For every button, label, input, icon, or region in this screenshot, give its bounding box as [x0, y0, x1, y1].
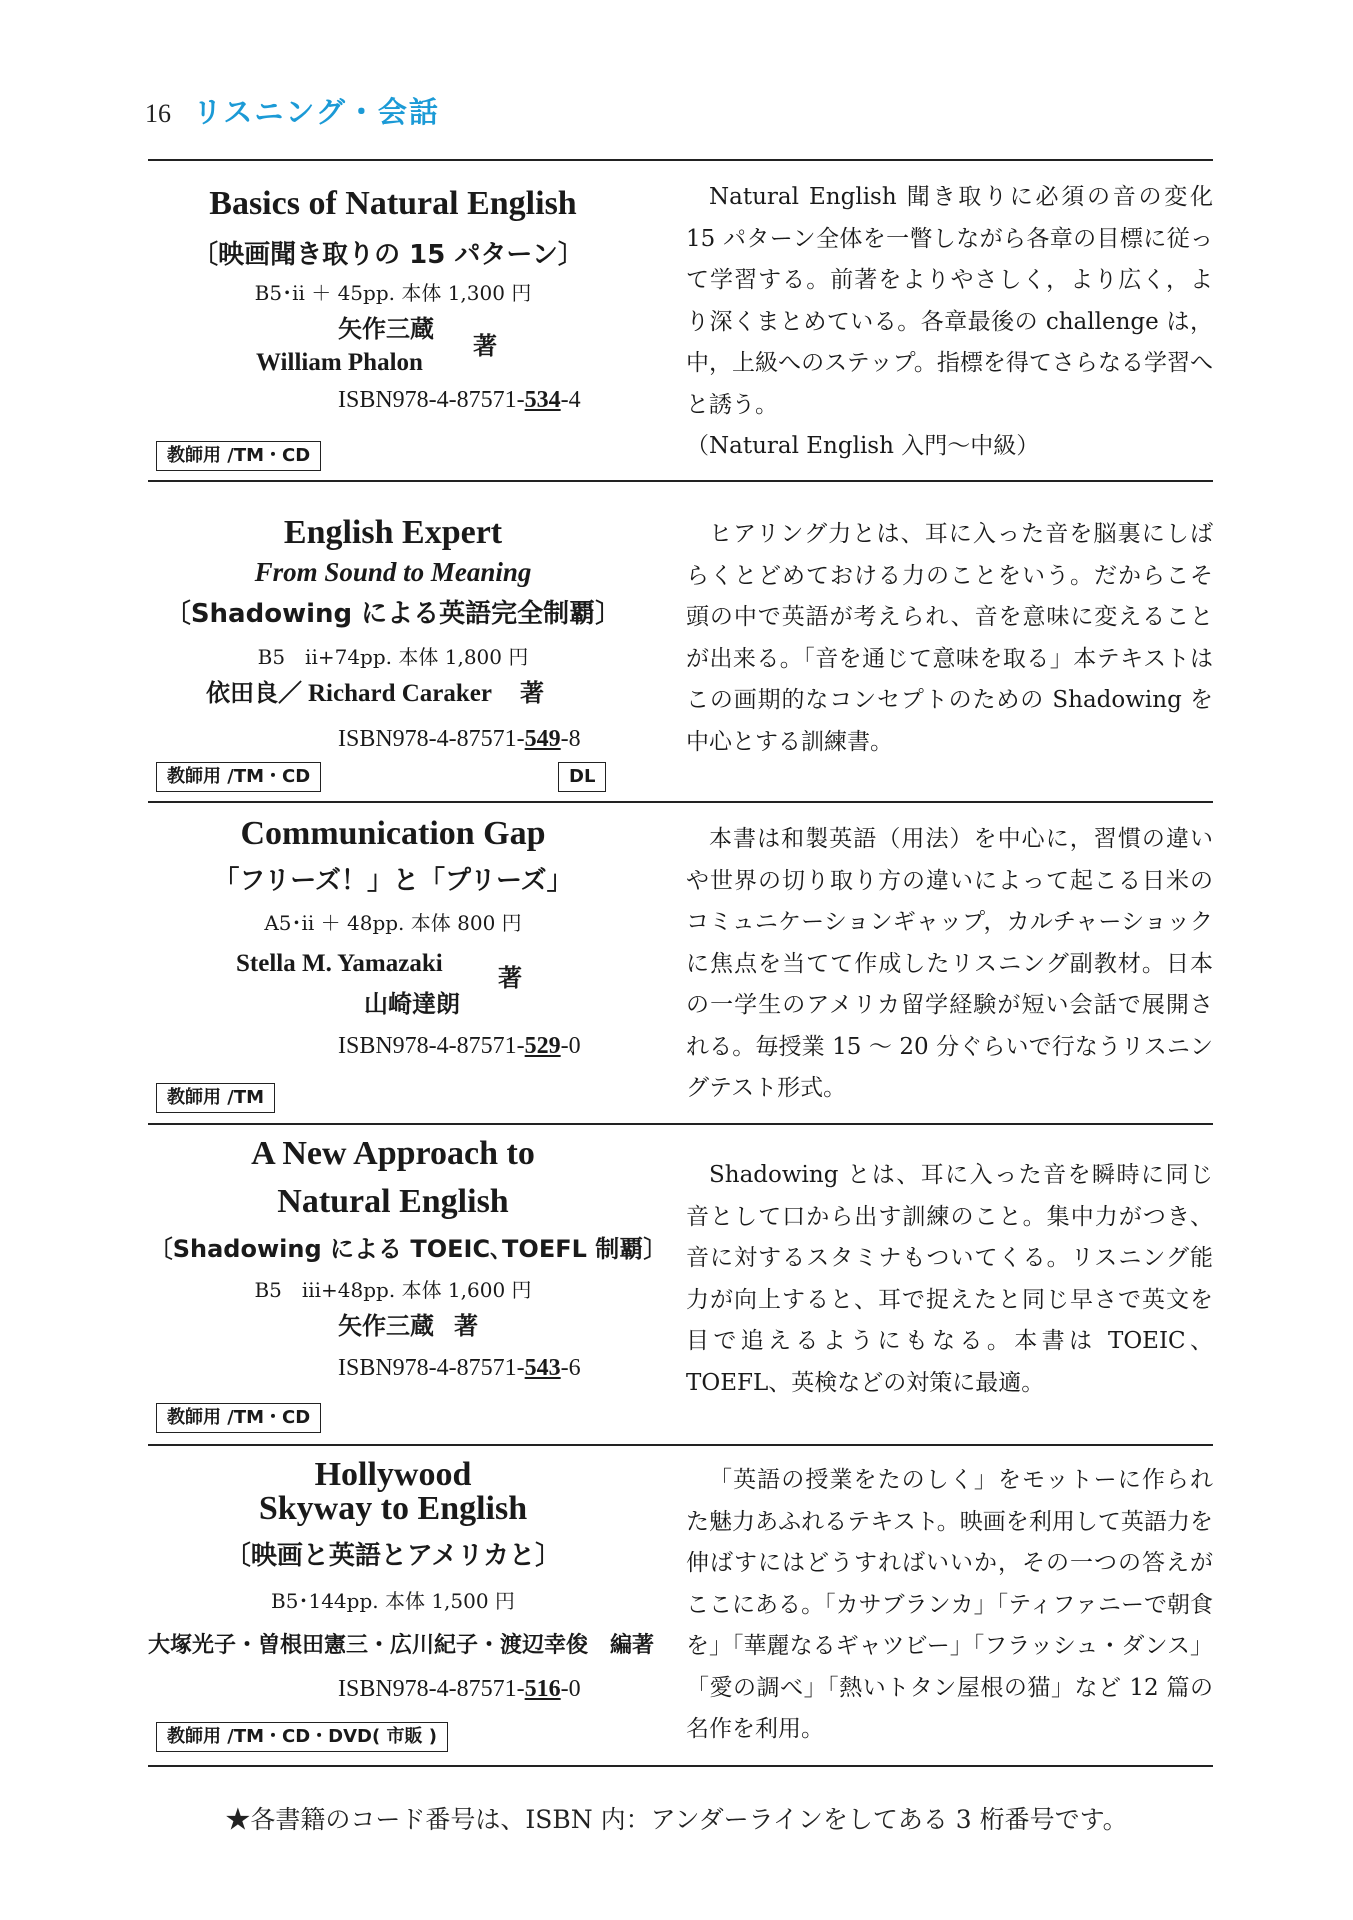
book-info [148, 1125, 668, 1444]
book-entry [148, 482, 1213, 801]
description-text: 本書は和製英語（用法）を中心に，習慣の違いや世界の切り取り方の違いによって起こる日米のコミュニケーションギャップ，カルチャーショックに焦点を当てて作成したリスニング副教材。日本の一学生のアメリカ留学経験が短い会話で展開される。毎授業 15 〜 20 分ぐらいで行なうリスニングテスト形式。 [686, 826, 1213, 1101]
isbn-check: -0 [560, 1033, 581, 1059]
book-info [148, 482, 668, 801]
dl-badge: DL [558, 762, 606, 792]
page-header [145, 90, 440, 130]
book-title: A New Approach to [251, 1135, 535, 1172]
book-title: Basics of Natural English [209, 185, 577, 222]
materials-badge: 教師用 /TM・CD・DVD( 市販 ) [156, 1722, 448, 1752]
isbn-code: 529 [524, 1033, 561, 1059]
description-text: Natural English 聞き取りに必須の音の変化 15 パターン全体を一瞥しながら各章の目標に従って学習する。前著をよりやさしく，より広く，より深くまとめている。各章最後の challenge は，中，上級へのステップ。指標を得てさらなる学習へと誘う。 [686, 184, 1213, 418]
book-title: English Expert [283, 514, 503, 551]
book-subtitle: 〔映画と英語とアメリカと〕 [224, 1541, 562, 1571]
book-author: Stella M. Yamazaki [236, 950, 443, 977]
author-role: 著 [454, 1312, 478, 1340]
book-description [686, 1460, 1213, 1751]
isbn-code: 543 [524, 1355, 561, 1381]
author-role: 著 [520, 679, 544, 707]
isbn-prefix: ISBN978-4-87571- [338, 1033, 525, 1059]
book-specs: B5･ii ＋ 45pp. 本体 1,300 円 [254, 281, 532, 305]
footer-note: ★各書籍のコード番号は、ISBN 内：アンダーラインをしてある 3 桁番号です。 [225, 1805, 1128, 1834]
author-role: 著 [498, 964, 522, 992]
materials-badge: 教師用 /TM [156, 1083, 275, 1113]
isbn-prefix: ISBN978-4-87571- [338, 1676, 525, 1702]
book-subtitle: 〔映画聞き取りの 15 パターン〕 [192, 240, 584, 270]
author-role: 著 [473, 332, 497, 360]
book-author: 依田良 [206, 679, 278, 707]
book-authors [338, 1309, 478, 1343]
isbn-prefix: ISBN978-4-87571- [338, 1355, 525, 1381]
book-specs: B5 ii+74pp. 本体 1,800 円 [257, 645, 529, 669]
book-description [686, 514, 1213, 763]
book-subtitle: 〔Shadowing による英語完全制覇〕 [164, 599, 622, 629]
book-authors [206, 676, 544, 711]
isbn-check: -0 [560, 1676, 581, 1702]
book-specs: B5･144pp. 本体 1,500 円 [271, 1589, 515, 1613]
isbn-prefix: ISBN978-4-87571- [338, 387, 525, 413]
book-specs: A5･ii ＋ 48pp. 本体 800 円 [264, 911, 522, 935]
book-isbn [338, 1351, 581, 1385]
book-authors: 大塚光子・曽根田憲三・広川紀子・渡辺幸俊 編著 [148, 1633, 655, 1658]
book-author: William Phalon [256, 349, 423, 376]
divider [148, 1765, 1213, 1767]
book-entry [148, 803, 1213, 1123]
level-note: （Natural English 入門〜中級） [686, 433, 1040, 459]
isbn-code: 534 [524, 387, 561, 413]
book-specs: B5 iii+48pp. 本体 1,600 円 [254, 1278, 532, 1302]
book-entry [148, 1125, 1213, 1444]
page-number: 16 [145, 99, 171, 128]
book-title: Communication Gap [240, 815, 546, 852]
book-description [686, 819, 1213, 1110]
book-description [686, 177, 1213, 468]
section-title: リスニング・会話 [193, 95, 440, 129]
book-isbn [338, 1029, 581, 1063]
isbn-check: -4 [560, 387, 581, 413]
book-author: 矢作三蔵 [338, 1312, 434, 1340]
book-title: Natural English [277, 1183, 509, 1220]
book-author: 山崎達朗 [364, 990, 460, 1018]
author-separator: ／ [278, 679, 302, 707]
description-text: 「英語の授業をたのしく」をモットーに作られた魅力あふれるテキスト。映画を利用して英語力を伸ばすにはどうすればいいか，その一つの答えがここにある。「カサブランカ」「ティファニーで朝食を」「華麗なるギャツビー」「フラッシュ・ダンス」「愛の調べ」「熱いトタン屋根の猫」など 12 篇の名作を利用。 [686, 1467, 1213, 1742]
book-subtitle: 〔Shadowing による TOEIC､TOEFL 制覇〕 [148, 1235, 668, 1263]
book-info [148, 161, 668, 480]
book-entry [148, 1446, 1213, 1765]
book-isbn [338, 722, 581, 756]
materials-badge: 教師用 /TM・CD [156, 441, 321, 471]
isbn-check: -8 [560, 726, 581, 752]
book-subtitle: 「フリーズ！」と「プリーズ」 [213, 866, 573, 896]
book-info [148, 1446, 668, 1765]
materials-badge: 教師用 /TM・CD [156, 1403, 321, 1433]
isbn-prefix: ISBN978-4-87571- [338, 726, 525, 752]
book-title: Skyway to English [258, 1490, 528, 1527]
book-author: 矢作三蔵 [338, 315, 434, 343]
book-title: Hollywood [314, 1456, 472, 1493]
book-info [148, 803, 668, 1123]
book-isbn [338, 383, 581, 417]
book-entry [148, 161, 1213, 480]
isbn-code: 516 [524, 1676, 561, 1702]
description-text: ヒアリング力とは、耳に入った音を脳裏にしばらくとどめておける力のことをいう。だからこそ頭の中で英語が考えられ、音を意味に変えることが出来る。「音を通じて意味を取る」本テキストはこの画期的なコンセプトのための Shadowing を中心とする訓練書。 [686, 521, 1213, 755]
book-description [686, 1155, 1213, 1404]
isbn-code: 549 [524, 726, 561, 752]
book-isbn [338, 1672, 581, 1706]
isbn-check: -6 [560, 1355, 581, 1381]
book-subtitle-en: From Sound to Meaning [254, 557, 532, 587]
materials-badge: 教師用 /TM・CD [156, 762, 321, 792]
book-author: Richard Caraker [308, 680, 492, 707]
description-text: Shadowing とは、耳に入った音を瞬時に同じ音として口から出す訓練のこと。集中力がつき、音に対するスタミナもついてくる。リスニング能力が向上すると、耳で捉えたと同じ早さで英文を目で追えるようにもなる。本書は TOEIC、TOEFL、英検などの対策に最適。 [686, 1162, 1213, 1396]
